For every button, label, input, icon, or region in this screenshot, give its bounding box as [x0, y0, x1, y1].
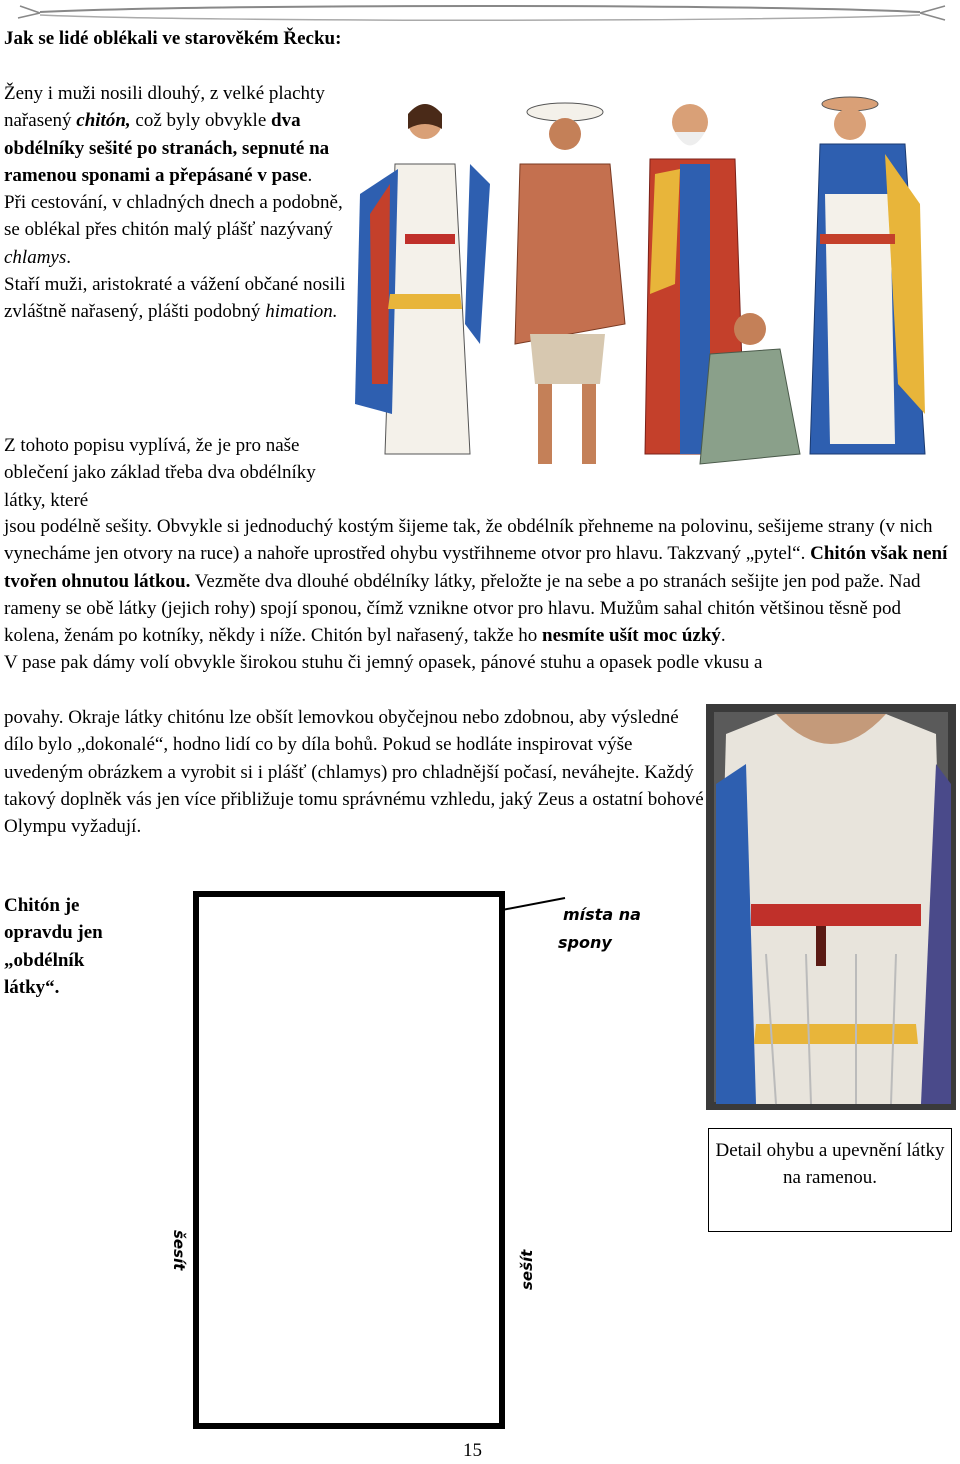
text-run: Chitón však není tvořen ohnutou látkou. [4, 543, 948, 592]
left-seam-label: šesít [170, 1230, 188, 1271]
greek-figures-illustration [350, 84, 955, 500]
text-run: chitón, [76, 110, 131, 132]
page-title: Jak se lidé oblékali ve starověkém Řecku: [4, 28, 342, 49]
clasp-label-line2: spony [558, 933, 612, 952]
page-number: 15 [463, 1440, 482, 1461]
chiton-rectangle-label: Chitón je opravdu jen „obdélník látky“. [4, 895, 103, 998]
text-run: nesmíte ušít moc úzký [542, 625, 721, 647]
chiton-detail-photo [706, 704, 956, 1110]
chiton-pattern-diagram [150, 880, 670, 1440]
body-paragraph-2: povahy. Okraje látky chitónu lze obšít lemovkou obyčejnou nebo zdobnou, aby výsledné dílo bylo „dokonalé“, hodno lidí co by díla bohů. Pokud se hodláte inspirovat výše uvedeným obrázkem a vyrobit si i plášť (chlamys) pro chladnější počasí, neváhejte. Každý takový doplněk vás jen více přibližuje tomu správnému vzhledu, jaký Zeus a ostatní bohové Olympu vyžadují. [4, 707, 704, 838]
text-run: chlamys [4, 246, 67, 268]
text-run: Staří muži, aristokraté a vážení občané nosili zvláštně nařasený, plášti podobný [4, 274, 346, 323]
text-run: což byly obvykle [130, 110, 272, 132]
summary-paragraph: Z tohoto popisu vyplívá, že je pro naše oblečení jako základ třeba dva obdélníky látky, které [4, 435, 316, 511]
figure-woman-blue [810, 97, 925, 454]
intro-paragraph [4, 80, 349, 326]
text-run: Při cestování, v chladných dnech a podobně, se oblékal přes chitón malý plášť nazývaný [4, 192, 343, 241]
right-seam-label: sešít [518, 1249, 536, 1290]
text-run: Vezměte dva dlouhé obdélníky látky, přeložte je na sebe a po stranách sešijte jen pod paže. Nad rameny se obě látky (jejich rohy) spojí sponou, čímž vznikne otvor pro hlavu. Mužům sahal chitón většinou těsně pod kolena, ženám po kotníky, někdy i níže. Chitón byl nařasený, takže ho [4, 570, 921, 647]
text-run: . [720, 625, 726, 647]
text-run: dva obdélníky sešité po stranách, sepnuté na ramenou sponami a přepásané v pase [4, 110, 330, 186]
body-paragraph-1 [4, 513, 956, 677]
text-run: jsou podélně sešity. Obvykle si jednoduchý kostým šijeme tak, že obdélník přehneme na polovinu, sešijeme strany (v nich vynecháme jen otvory na ruce) a nahoře uprostřed ohybu vystřihneme otvor pro hlavu. Takzvaný „pytel“. [4, 516, 933, 565]
text-run: . [66, 246, 72, 268]
header-ornament [0, 0, 960, 26]
text-run: Ženy i muži nosili dlouhý, z velké plachty nařasený [4, 83, 325, 132]
detail-caption: Detail ohybu a upevnění látky na ramenou. [708, 1128, 952, 1232]
clasp-label-line1: místa na [563, 905, 641, 924]
figure-traveler [515, 103, 625, 464]
text-run: V pase pak dámy volí obvykle širokou stuhu či jemný opasek, pánové stuhu a opasek podle vkusu a [4, 652, 763, 674]
text-run: himation. [265, 301, 338, 323]
figure-woman-white [355, 104, 490, 454]
text-run: . [307, 164, 313, 186]
